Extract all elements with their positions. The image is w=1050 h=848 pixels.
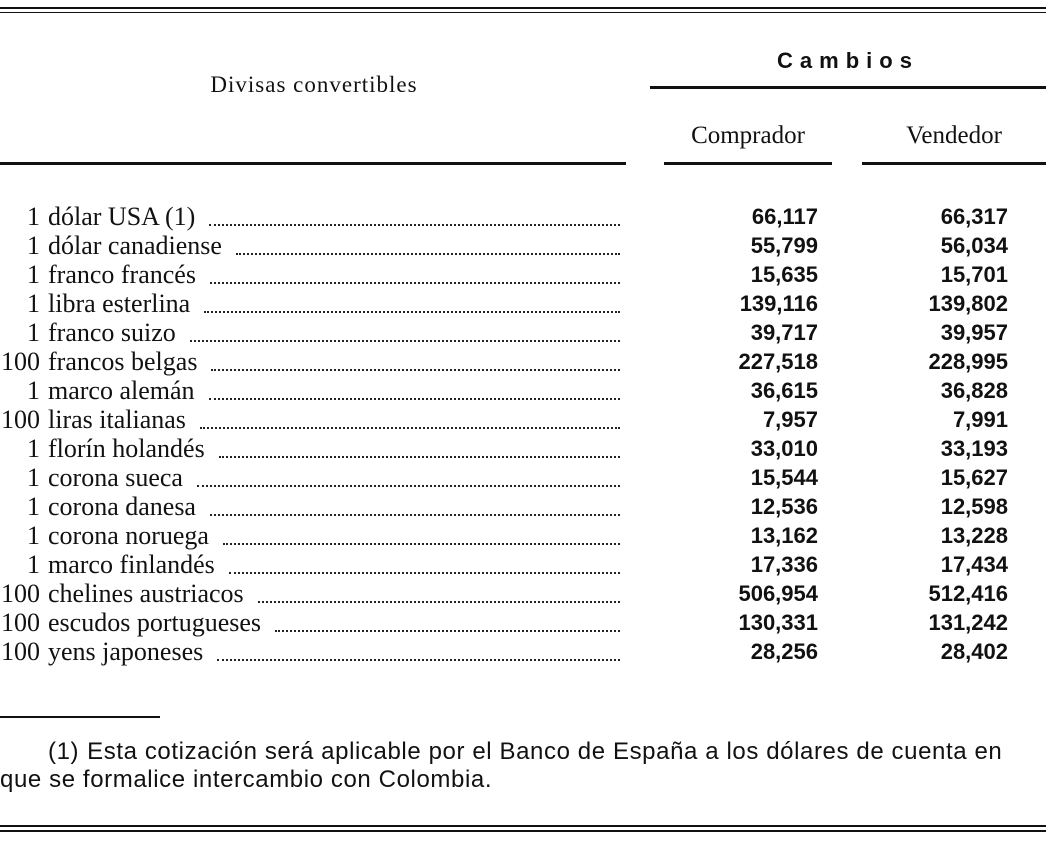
dot-leader <box>204 299 620 313</box>
footnote-text: Esta cotización será aplicable por el Banco de España a los dólares de cuenta en que se formalice intercambio con Colombia. <box>0 738 1003 793</box>
comprador-value: 36,615 <box>750 378 818 403</box>
header-rule-comprador <box>664 162 832 165</box>
row-quantity: 100 <box>1 637 40 666</box>
currency-name: chelines austriacos <box>48 579 244 608</box>
comprador-value: 33,010 <box>750 436 818 461</box>
top-double-rule-inner <box>0 12 1046 13</box>
dot-leader <box>210 502 620 516</box>
row-quantity: 100 <box>1 405 40 434</box>
row-quantity: 1 <box>27 202 40 231</box>
row-quantity: 100 <box>1 608 40 637</box>
comprador-value: 15,635 <box>750 262 818 287</box>
vendedor-value: 56,034 <box>940 233 1008 258</box>
footnote <box>0 738 1046 794</box>
dot-leader <box>197 473 620 487</box>
table-row <box>0 521 1046 550</box>
row-quantity: 100 <box>1 579 40 608</box>
comprador-value: 17,336 <box>750 552 818 577</box>
row-quantity: 1 <box>27 492 40 521</box>
dot-leader <box>211 357 620 371</box>
header-divisas: Divisas convertibles <box>210 72 418 97</box>
currency-name: franco suizo <box>48 318 176 347</box>
table-row <box>0 231 1046 260</box>
header-rule-divisas <box>0 162 626 165</box>
vendedor-value: 228,995 <box>928 349 1008 374</box>
comprador-value: 15,544 <box>750 465 818 490</box>
bottom-double-rule-inner <box>0 830 1046 832</box>
bottom-double-rule <box>0 825 1046 827</box>
table-row <box>0 637 1046 666</box>
table-row <box>0 492 1046 521</box>
dot-leader <box>236 241 620 255</box>
table-row <box>0 260 1046 289</box>
currency-name: francos belgas <box>48 347 198 376</box>
vendedor-value: 15,627 <box>940 465 1008 490</box>
table-row <box>0 289 1046 318</box>
row-quantity: 1 <box>27 550 40 579</box>
currency-name: liras italianas <box>48 405 186 434</box>
table-row <box>0 434 1046 463</box>
currency-name: yens japoneses <box>48 637 204 666</box>
dot-leader <box>190 328 620 342</box>
currency-name: marco alemán <box>48 376 195 405</box>
row-quantity: 1 <box>27 463 40 492</box>
row-quantity: 1 <box>27 289 40 318</box>
dot-leader <box>210 270 620 284</box>
currency-name: escudos portugueses <box>48 608 262 637</box>
table-row <box>0 376 1046 405</box>
vendedor-value: 66,317 <box>940 204 1008 229</box>
comprador-value: 12,536 <box>750 494 818 519</box>
vendedor-value: 139,802 <box>928 291 1008 316</box>
dot-leader <box>275 618 620 632</box>
row-quantity: 1 <box>27 521 40 550</box>
currency-name: corona danesa <box>48 492 196 521</box>
comprador-value: 55,799 <box>750 233 818 258</box>
comprador-value: 130,331 <box>738 610 818 635</box>
currency-name: corona sueca <box>48 463 183 492</box>
table-row <box>0 405 1046 434</box>
dot-leader <box>223 531 620 545</box>
dot-leader <box>258 589 620 603</box>
comprador-value: 39,717 <box>750 320 818 345</box>
currency-name: marco finlandés <box>48 550 215 579</box>
vendedor-value: 512,416 <box>928 581 1008 606</box>
header-vendedor: Vendedor <box>906 122 1002 149</box>
footnote-marker: (1) <box>48 738 80 765</box>
currency-name: franco francés <box>48 260 196 289</box>
dot-leader <box>219 444 620 458</box>
vendedor-value: 17,434 <box>940 552 1008 577</box>
comprador-value: 28,256 <box>750 639 818 664</box>
currency-name: dólar canadiense <box>48 231 222 260</box>
dot-leader <box>200 415 620 429</box>
vendedor-value: 7,991 <box>952 407 1008 432</box>
row-quantity: 1 <box>27 434 40 463</box>
vendedor-value: 39,957 <box>940 320 1008 345</box>
table-row <box>0 463 1046 492</box>
vendedor-value: 33,193 <box>940 436 1008 461</box>
dot-leader <box>209 386 620 400</box>
row-quantity: 1 <box>27 231 40 260</box>
currency-name: florín holandés <box>48 434 205 463</box>
header-rule-vendedor <box>862 162 1046 165</box>
dot-leader <box>217 647 620 661</box>
vendedor-value: 15,701 <box>940 262 1008 287</box>
vendedor-value: 36,828 <box>940 378 1008 403</box>
table-row <box>0 202 1046 231</box>
comprador-value: 227,518 <box>738 349 818 374</box>
currency-name: libra esterlina <box>48 289 191 318</box>
comprador-value: 139,116 <box>739 291 818 316</box>
comprador-value: 506,954 <box>738 581 818 606</box>
currency-name: corona noruega <box>48 521 209 550</box>
table-row <box>0 608 1046 637</box>
table-row <box>0 318 1046 347</box>
vendedor-value: 13,228 <box>940 523 1008 548</box>
header-cambios: Cambios <box>777 48 919 73</box>
header-comprador: Comprador <box>691 122 805 149</box>
footnote-rule <box>0 716 160 718</box>
dot-leader <box>229 560 620 574</box>
comprador-value: 66,117 <box>751 204 818 229</box>
row-quantity: 1 <box>27 260 40 289</box>
vendedor-value: 12,598 <box>940 494 1008 519</box>
currency-name: dólar USA (1) <box>48 202 196 231</box>
row-quantity: 1 <box>27 318 40 347</box>
comprador-value: 13,162 <box>750 523 818 548</box>
vendedor-value: 28,402 <box>940 639 1008 664</box>
exchange-rate-table <box>0 202 1046 666</box>
table-row <box>0 579 1046 608</box>
cambios-rule <box>650 86 1046 89</box>
table-row <box>0 550 1046 579</box>
row-quantity: 1 <box>27 376 40 405</box>
comprador-value: 7,957 <box>762 407 818 432</box>
table-row <box>0 347 1046 376</box>
top-double-rule <box>0 7 1046 9</box>
row-quantity: 100 <box>1 347 40 376</box>
dot-leader <box>209 212 620 226</box>
vendedor-value: 131,242 <box>928 610 1008 635</box>
